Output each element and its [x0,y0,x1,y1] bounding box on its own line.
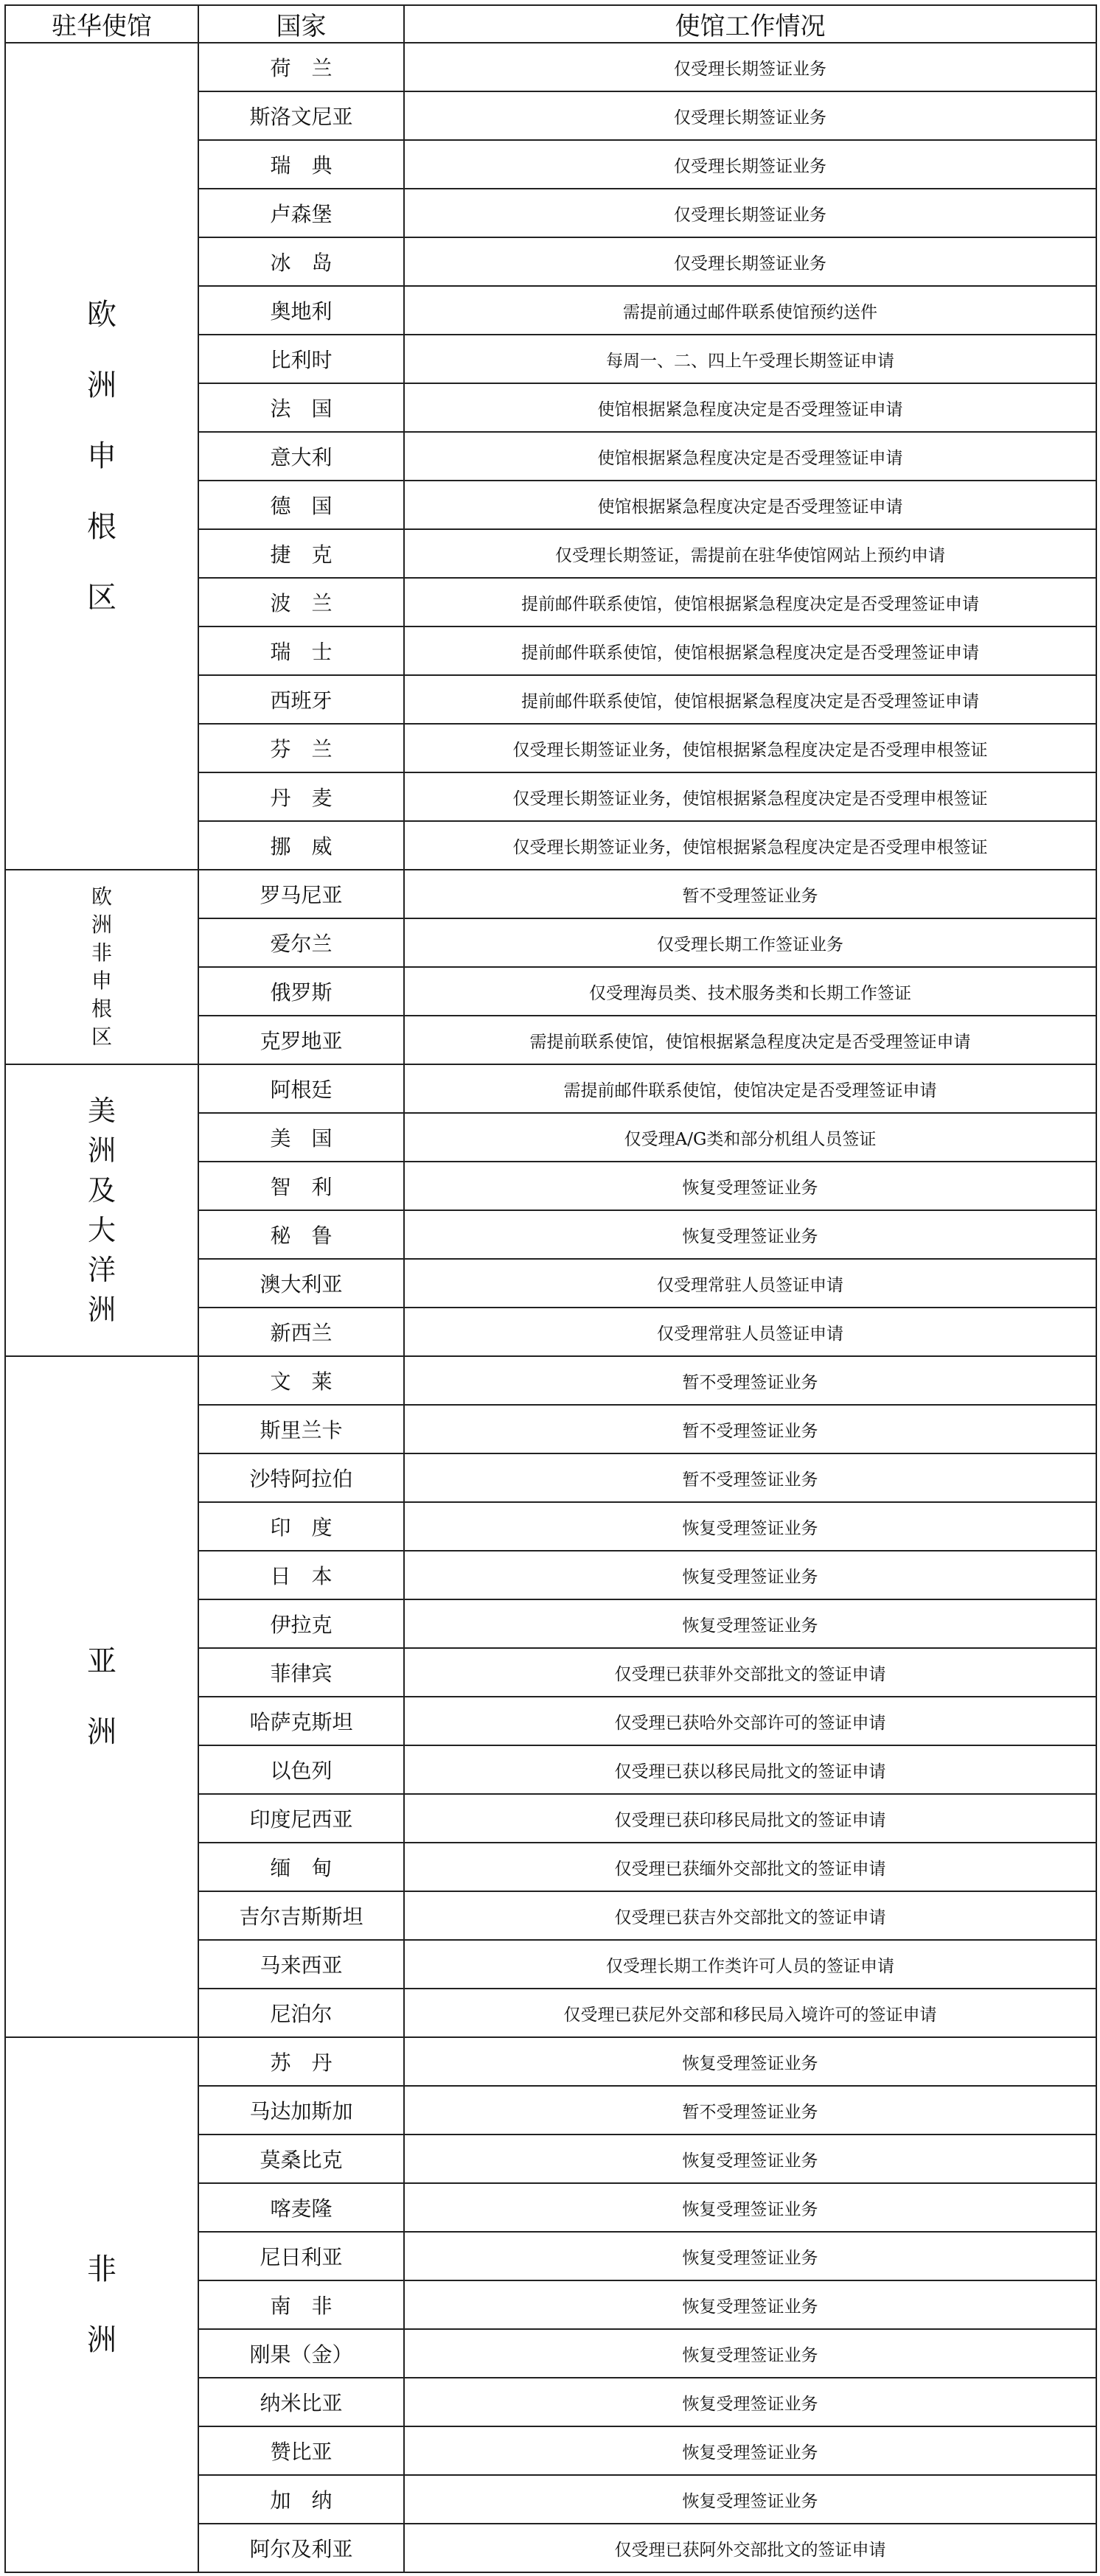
country-cell: 挪 威 [198,821,404,870]
country-cell: 比利时 [198,335,404,383]
country-cell: 爱尔兰 [198,918,404,967]
status-cell: 恢复受理签证业务 [404,2378,1096,2426]
status-cell: 仅受理长期工作类许可人员的签证申请 [404,1940,1096,1989]
country-cell: 法 国 [198,383,404,432]
country-cell: 冰 岛 [198,237,404,286]
status-cell: 仅受理长期签证业务，使馆根据紧急程度决定是否受理申根签证 [404,724,1096,772]
header-embassy: 驻华使馆 [5,5,198,43]
status-cell: 仅受理长期签证业务，使馆根据紧急程度决定是否受理申根签证 [404,772,1096,821]
embassy-status-table [4,4,1097,2573]
status-cell: 使馆根据紧急程度决定是否受理签证申请 [404,481,1096,529]
status-cell: 仅受理已获印移民局批文的签证申请 [404,1794,1096,1843]
region-cell [5,870,198,1064]
status-cell: 恢复受理签证业务 [404,1162,1096,1210]
status-cell: 提前邮件联系使馆，使馆根据紧急程度决定是否受理签证申请 [404,675,1096,724]
country-cell: 苏 丹 [198,2037,404,2086]
status-cell: 恢复受理签证业务 [404,2183,1096,2232]
status-cell: 仅受理长期签证业务，使馆根据紧急程度决定是否受理申根签证 [404,821,1096,870]
country-cell: 德 国 [198,481,404,529]
region-label: 美洲及大洋洲 [87,1095,116,1326]
region-cell [5,2037,198,2572]
table-row [5,1064,1096,1113]
region-cell [5,1064,198,1356]
country-cell: 俄罗斯 [198,967,404,1016]
country-cell: 斯洛文尼亚 [198,91,404,140]
status-cell: 提前邮件联系使馆，使馆根据紧急程度决定是否受理签证申请 [404,626,1096,675]
country-cell: 瑞 典 [198,140,404,189]
status-cell: 恢复受理签证业务 [404,2280,1096,2329]
status-cell: 恢复受理签证业务 [404,2329,1096,2378]
country-cell: 瑞 士 [198,626,404,675]
country-cell: 吉尔吉斯斯坦 [198,1891,404,1940]
country-cell: 美 国 [198,1113,404,1162]
status-cell: 恢复受理签证业务 [404,1599,1096,1648]
status-cell: 仅受理已获以移民局批文的签证申请 [404,1745,1096,1794]
status-cell: 仅受理长期签证，需提前在驻华使馆网站上预约申请 [404,529,1096,578]
country-cell: 智 利 [198,1162,404,1210]
country-cell: 文 莱 [198,1356,404,1405]
country-cell: 新西兰 [198,1308,404,1356]
country-cell: 印度尼西亚 [198,1794,404,1843]
country-cell: 哈萨克斯坦 [198,1697,404,1745]
country-cell: 丹 麦 [198,772,404,821]
status-cell: 恢复受理签证业务 [404,1502,1096,1551]
status-cell: 仅受理A/G类和部分机组人员签证 [404,1113,1096,1162]
status-cell: 暂不受理签证业务 [404,1453,1096,1502]
country-cell: 荷 兰 [198,43,404,91]
region-label: 亚洲 [87,1644,116,1749]
country-cell: 芬 兰 [198,724,404,772]
status-cell: 仅受理海员类、技术服务类和长期工作签证 [404,967,1096,1016]
table-row [5,43,1096,91]
country-cell: 南 非 [198,2280,404,2329]
country-cell: 西班牙 [198,675,404,724]
status-cell: 暂不受理签证业务 [404,1405,1096,1453]
status-cell: 需提前邮件联系使馆，使馆决定是否受理签证申请 [404,1064,1096,1113]
status-cell: 恢复受理签证业务 [404,2135,1096,2183]
country-cell: 克罗地亚 [198,1016,404,1064]
status-cell: 恢复受理签证业务 [404,2426,1096,2475]
country-cell: 马来西亚 [198,1940,404,1989]
country-cell: 尼日利亚 [198,2232,404,2280]
country-cell: 斯里兰卡 [198,1405,404,1453]
status-cell: 仅受理长期签证业务 [404,140,1096,189]
status-cell: 仅受理常驻人员签证申请 [404,1259,1096,1308]
status-cell: 仅受理长期签证业务 [404,189,1096,237]
country-cell: 缅 甸 [198,1843,404,1891]
country-cell: 马达加斯加 [198,2086,404,2135]
status-cell: 仅受理已获尼外交部和移民局入境许可的签证申请 [404,1989,1096,2037]
country-cell: 捷 克 [198,529,404,578]
country-cell: 沙特阿拉伯 [198,1453,404,1502]
status-cell: 仅受理已获菲外交部批文的签证申请 [404,1648,1096,1697]
country-cell: 阿尔及利亚 [198,2524,404,2572]
status-cell: 恢复受理签证业务 [404,2232,1096,2280]
status-cell: 每周一、二、四上午受理长期签证申请 [404,335,1096,383]
country-cell: 尼泊尔 [198,1989,404,2037]
status-cell: 恢复受理签证业务 [404,2475,1096,2524]
status-cell: 仅受理已获吉外交部批文的签证申请 [404,1891,1096,1940]
status-cell: 仅受理已获阿外交部批文的签证申请 [404,2524,1096,2572]
status-cell: 需提前联系使馆，使馆根据紧急程度决定是否受理签证申请 [404,1016,1096,1064]
header-status: 使馆工作情况 [404,5,1096,43]
country-cell: 赞比亚 [198,2426,404,2475]
country-cell: 波 兰 [198,578,404,626]
status-cell: 恢复受理签证业务 [404,1210,1096,1259]
status-cell: 仅受理长期工作签证业务 [404,918,1096,967]
region-label: 欧洲非申根区 [91,884,112,1049]
region-cell [5,1356,198,2037]
status-cell: 暂不受理签证业务 [404,870,1096,918]
country-cell: 菲律宾 [198,1648,404,1697]
status-cell: 仅受理已获缅外交部批文的签证申请 [404,1843,1096,1891]
status-cell: 恢复受理签证业务 [404,2037,1096,2086]
table-header-row [5,5,1096,43]
country-cell: 印 度 [198,1502,404,1551]
country-cell: 卢森堡 [198,189,404,237]
status-cell: 仅受理常驻人员签证申请 [404,1308,1096,1356]
table-row [5,870,1096,918]
country-cell: 秘 鲁 [198,1210,404,1259]
country-cell: 意大利 [198,432,404,481]
status-cell: 需提前通过邮件联系使馆预约送件 [404,286,1096,335]
status-cell: 使馆根据紧急程度决定是否受理签证申请 [404,383,1096,432]
country-cell: 日 本 [198,1551,404,1599]
status-cell: 仅受理长期签证业务 [404,91,1096,140]
region-cell [5,43,198,870]
country-cell: 奥地利 [198,286,404,335]
header-country: 国家 [198,5,404,43]
status-cell: 暂不受理签证业务 [404,1356,1096,1405]
status-cell: 暂不受理签证业务 [404,2086,1096,2135]
table-body [5,43,1096,2572]
status-cell: 仅受理长期签证业务 [404,237,1096,286]
status-cell: 使馆根据紧急程度决定是否受理签证申请 [404,432,1096,481]
country-cell: 伊拉克 [198,1599,404,1648]
status-cell: 恢复受理签证业务 [404,1551,1096,1599]
country-cell: 加 纳 [198,2475,404,2524]
country-cell: 纳米比亚 [198,2378,404,2426]
table-row [5,1356,1096,1405]
table-row [5,2037,1096,2086]
region-label: 欧洲申根区 [87,298,116,615]
region-label: 非洲 [87,2252,116,2357]
country-cell: 以色列 [198,1745,404,1794]
country-cell: 莫桑比克 [198,2135,404,2183]
country-cell: 喀麦隆 [198,2183,404,2232]
status-cell: 仅受理长期签证业务 [404,43,1096,91]
country-cell: 澳大利亚 [198,1259,404,1308]
country-cell: 刚果（金） [198,2329,404,2378]
status-cell: 仅受理已获哈外交部许可的签证申请 [404,1697,1096,1745]
country-cell: 阿根廷 [198,1064,404,1113]
status-cell: 提前邮件联系使馆，使馆根据紧急程度决定是否受理签证申请 [404,578,1096,626]
country-cell: 罗马尼亚 [198,870,404,918]
